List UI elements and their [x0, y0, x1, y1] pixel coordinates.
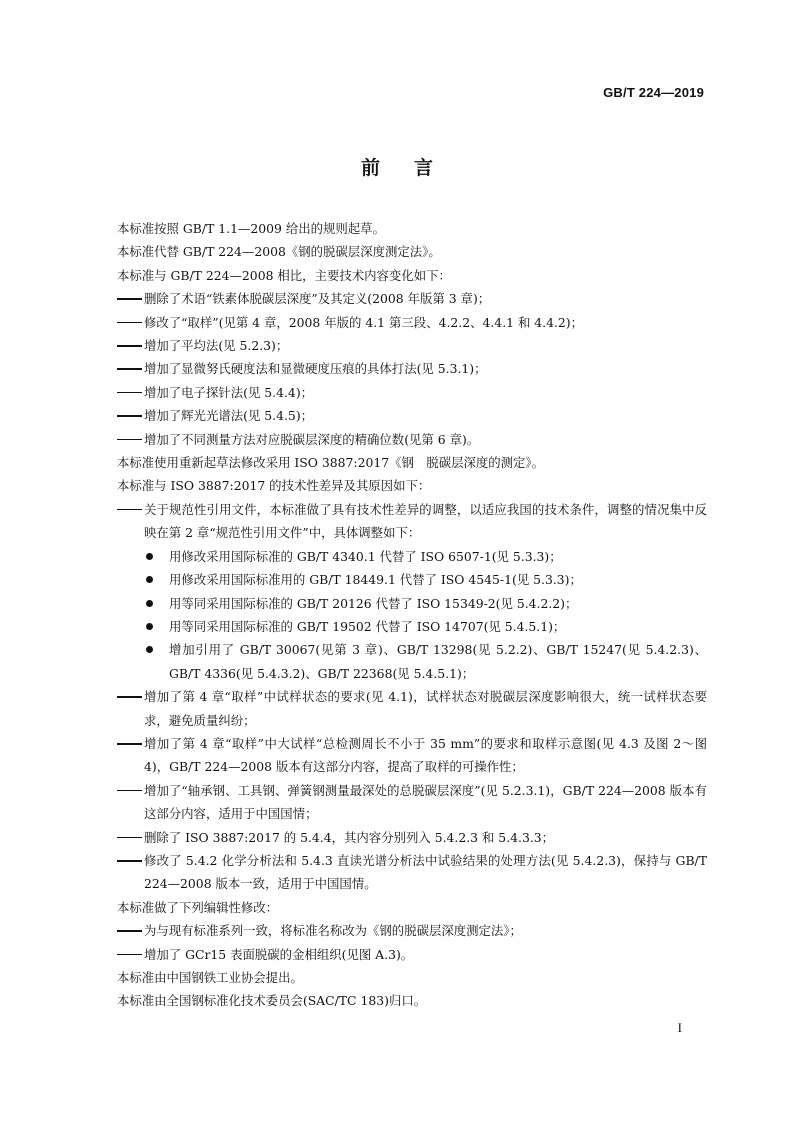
dash-item: 关于规范性引用文件，本标准做了具有技术性差异的调整，以适应我国的技术条件，调整的情况集中反映在第 2 章“规范性引用文件”中，具体调整如下： — [117, 498, 707, 545]
paragraph: 本标准由中国钢铁工业协会提出。 — [117, 970, 303, 985]
page-title: 前言 — [360, 157, 467, 179]
preface-body — [117, 217, 707, 1013]
paragraph: 本标准由全国钢标准化技术委员会(SAC/TC 183)归口。 — [117, 993, 427, 1009]
paragraph: 本标准使用重新起草法修改采用 ISO 3887:2017《钢 脱碳层深度的测定》。 — [117, 455, 545, 471]
dash-item: 修改了“取样”(见第 4 章，2008 年版的 4.1 第三段、4.2.2、4.4.1 和 4.4.2)； — [117, 311, 707, 334]
dash-item: 增加了辉光光谱法(见 5.4.5)； — [117, 404, 707, 427]
dash-item: 修改了 5.4.2 化学分析法和 5.4.3 直读光谱分析法中试验结果的处理方法(见 5.4.2.3)，保持与 GB/T 224—2008 版本一致，适用于中国国情。 — [117, 849, 707, 896]
paragraph: 本标准做了下列编辑性修改： — [117, 899, 279, 915]
dash-item: 增加了电子探针法(见 5.4.4)； — [117, 381, 707, 404]
dash-item: 删除了术语“铁素体脱碳层深度”及其定义(2008 年版第 3 章)； — [117, 287, 707, 310]
paragraph: 本标准代替 GB/T 224—2008《钢的脱碳层深度测定法》。 — [117, 244, 441, 260]
bullet-item: 用修改采用国际标准的 GB/T 4340.1 代替了 ISO 6507-1(见 5.3.3)； — [117, 545, 707, 568]
bullet-item: 用修改采用国际标准用的 GB/T 18449.1 代替了 ISO 4545-1(见 5.3.3)； — [117, 568, 707, 591]
dash-item: 增加了 GCr15 表面脱碳的金相组织(见图 A.3)。 — [117, 943, 707, 966]
dash-item: 增加了“轴承钢、工具钢、弹簧钢测量最深处的总脱碳层深度”(见 5.2.3.1)，GB/T 224—2008 版本有这部分内容，适用于中国国情； — [117, 779, 707, 826]
standard-code: GB/T 224—2019 — [603, 85, 704, 100]
paragraph: 本标准与 GB/T 224—2008 相比，主要技术内容变化如下： — [117, 267, 451, 283]
dash-item: 增加了第 4 章“取样”中大试样“总检测周长不小于 35 mm”的要求和取样示意图(见 4.3 及图 2～图 4)，GB/T 224—2008 版本有这部分内容，提高了取样的可操作性； — [117, 732, 707, 779]
paragraph: 本标准与 ISO 3887:2017 的技术性差异及其原因如下： — [117, 478, 431, 494]
dash-item: 增加了平均法(见 5.2.3)； — [117, 334, 707, 357]
bullet-item: 增加引用了 GB/T 30067(见第 3 章)、GB/T 13298(见 5.2.2)、GB/T 15247(见 5.4.2.3)、GB/T 4336(见 5.4.3.2)、GB/T 22368(见 5.4.5.1)； — [117, 638, 707, 685]
paragraph: 本标准按照 GB/T 1.1—2009 给出的规则起草。 — [117, 221, 385, 236]
dash-item: 为与现有标准系列一致，将标准名称改为《钢的脱碳层深度测定法》； — [117, 919, 707, 942]
dash-item: 增加了第 4 章“取样”中试样状态的要求(见 4.1)，试样状态对脱碳层深度影响很大，统一试样状态要求，避免质量纠纷； — [117, 685, 707, 732]
bullet-item: 用等同采用国际标准的 GB/T 19502 代替了 ISO 14707(见 5.4.5.1)； — [117, 615, 707, 638]
dash-item: 增加了不同测量方法对应脱碳层深度的精确位数(见第 6 章)。 — [117, 428, 707, 451]
page-number: I — [677, 1020, 682, 1035]
dash-item: 删除了 ISO 3887:2017 的 5.4.4，其内容分别列入 5.4.2.3 和 5.4.3.3； — [117, 826, 707, 849]
bullet-item: 用等同采用国际标准的 GB/T 20126 代替了 ISO 15349-2(见 5.4.2.2)； — [117, 592, 707, 615]
dash-item: 增加了显微努氏硬度法和显微硬度压痕的具体打法(见 5.3.1)； — [117, 357, 707, 380]
